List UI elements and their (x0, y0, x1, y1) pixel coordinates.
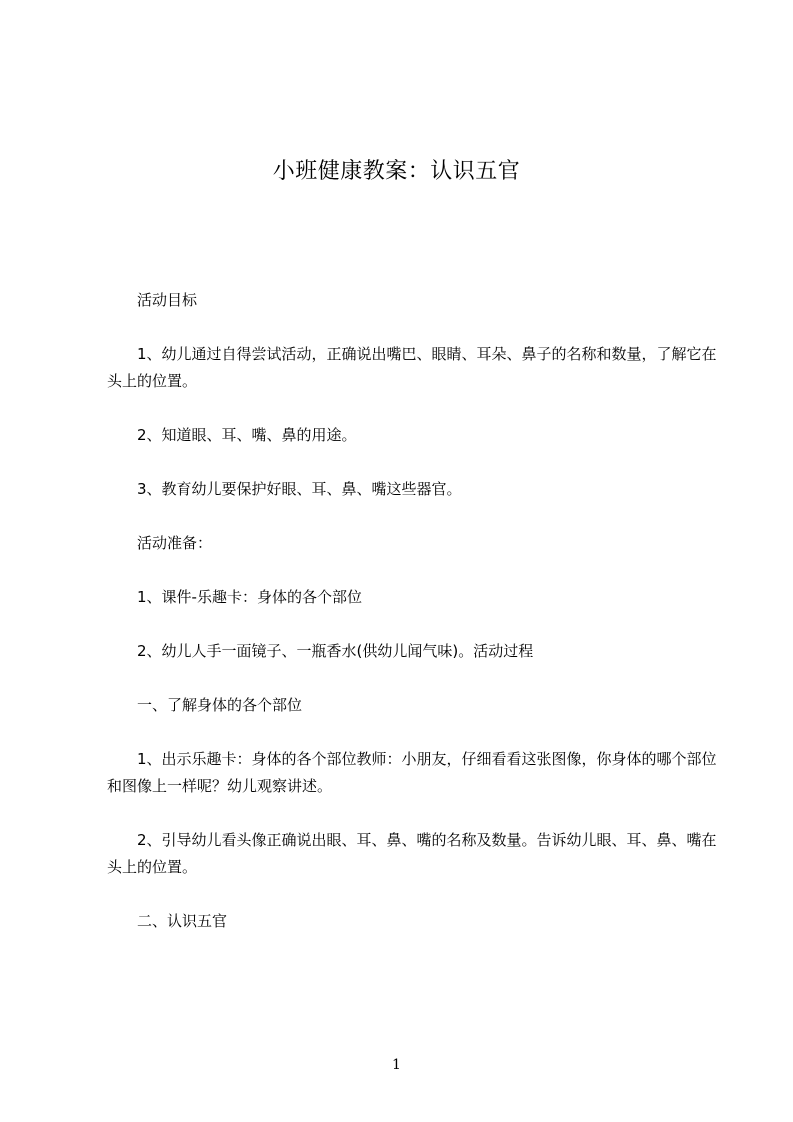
prep-item-2: 2、幼儿人手一面镜子、一瓶香水(供幼儿闻气味)。活动过程 (137, 642, 534, 660)
goal-item-1: 1、幼儿通过自得尝试活动，正确说出嘴巴、眼睛、耳朵、鼻子的名称和数量，了解它在头上的位置。 (107, 345, 717, 390)
document-title: 小班健康教案：认识五官 (272, 158, 521, 184)
section-heading-step-1: 一、了解身体的各个部位 (137, 696, 303, 714)
step-1-item-2: 2、引导幼儿看头像正确说出眼、耳、鼻、嘴的名称及数量。告诉幼儿眼、耳、鼻、嘴在头上的位置。 (107, 831, 717, 876)
goal-item-2: 2、知道眼、耳、嘴、鼻的用途。 (137, 426, 357, 444)
goal-item-3: 3、教育幼儿要保护好眼、耳、鼻、嘴这些器官。 (137, 480, 462, 498)
section-heading-activity-prep: 活动准备： (137, 534, 213, 552)
step-1-item-1: 1、出示乐趣卡：身体的各个部位教师：小朋友，仔细看看这张图像，你身体的哪个部位和图像上一样呢？幼儿观察讲述。 (107, 750, 717, 795)
page-number: 1 (392, 1057, 401, 1073)
prep-item-1: 1、课件-乐趣卡：身体的各个部位 (137, 588, 362, 606)
section-heading-step-2: 二、认识五官 (137, 912, 228, 930)
section-heading-activity-goals: 活动目标 (137, 291, 198, 309)
